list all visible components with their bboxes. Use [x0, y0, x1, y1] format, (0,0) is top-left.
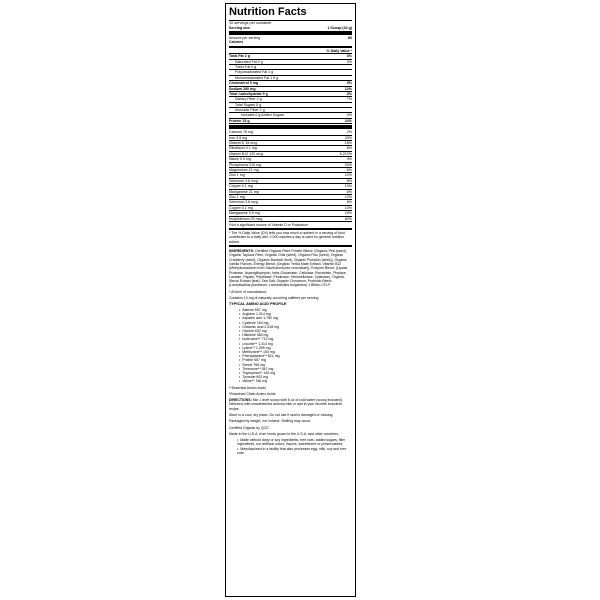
nutrition-label-panel	[225, 3, 356, 597]
vitamin-daily-value: 10%	[344, 173, 352, 178]
vitamin-daily-value: 20%	[344, 135, 352, 140]
amino-acid-item: • Lysine** 1,095 mg	[239, 346, 352, 350]
vitamin-label: Magnesium 21 mg	[229, 167, 259, 172]
not-significant-note: *Not a significant source of Vitamin D or Potassium	[229, 222, 309, 227]
nutrient-label: Sodium 280 mg	[229, 86, 256, 91]
vitamin-daily-value: 2%	[346, 130, 352, 135]
serving-size-row	[229, 26, 352, 30]
vitamin-label: Niacin 0.5 mg	[229, 157, 251, 162]
allergen-bullet-item: • Manufactured in a facility that also processes egg, milk, soy and tree nuts.	[237, 447, 352, 455]
vitamin-daily-value: 10%	[344, 205, 352, 210]
daily-value-header: % Daily Value *	[326, 48, 352, 53]
nutrient-daily-value: 3%	[346, 91, 352, 96]
amino-acid-list	[239, 308, 352, 384]
vitamin-daily-value: 6%	[346, 189, 352, 194]
amino-acid-item: • Histidine 383 mg	[239, 333, 352, 337]
directions	[229, 398, 352, 411]
vitamin-row	[229, 217, 352, 222]
vitamin-daily-value: 6%	[346, 146, 352, 151]
amino-acid-item: • Valine** 766 mg	[239, 379, 352, 383]
vitamin-label: Iron 3.5 mg	[229, 135, 248, 140]
at-time-note: * At time of manufacture.	[229, 289, 268, 294]
vitamin-label: Zinc 1 mg	[229, 194, 245, 199]
nutrient-daily-value: 0%	[346, 81, 352, 86]
nutrient-daily-value: 0%	[346, 113, 352, 118]
nutrient-list	[229, 54, 352, 124]
vitamin-label: Zinc 1 mg	[229, 173, 245, 178]
made-in-note: Made in the U.S.A. from foods grown in the U.S.A. and other countries.	[229, 431, 339, 436]
allergen-bullets	[237, 438, 352, 455]
vitamin-label: Selenium 3.6 mcg	[229, 200, 258, 205]
nutrient-row	[229, 119, 352, 124]
bcaa-note: *Branched Chain Amino Acids	[229, 391, 276, 396]
nutrient-label: Saturated Fat 0 g	[235, 59, 263, 64]
nutrient-daily-value: 0%	[346, 59, 352, 64]
vitamin-label: Phosphorus 210 mg	[229, 162, 262, 167]
amount-per-serving-label: Amount per serving	[229, 35, 261, 40]
vitamin-daily-value: 5,210%	[339, 151, 352, 156]
amino-acid-item: • Leucine** 1,314 mg	[239, 342, 352, 346]
vitamin-label: Vitamin B12 120 mcg	[229, 151, 264, 156]
nutrient-label: Dietary Fiber 2 g	[235, 97, 262, 102]
nutrient-label: Cholesterol 0 mg	[229, 81, 259, 86]
directions-text: Mix 1 level scoop with 6 oz of cold water (scoop included). Delicious with unsweetened almond milk or add to your favorite smoothie recipe.	[229, 398, 343, 411]
nutrient-daily-value: 24%	[344, 118, 352, 123]
vitamin-label: Calcium 78 mg	[229, 130, 253, 135]
nutrient-label: Total Fat 2 g	[229, 54, 250, 59]
nutrient-label: Trans Fat 0 g	[235, 64, 257, 69]
nutrient-daily-value: 12%	[344, 86, 352, 91]
amino-acid-item: • Tyrosine 602 mg	[239, 375, 352, 379]
serving-size-value: 1 Scoop (34 g)	[327, 25, 352, 30]
amino-acid-item: • Phenylalanine** 821 mg	[239, 354, 352, 358]
nutrient-daily-value: 3%	[346, 54, 352, 59]
nutrition-facts-title: Nutrition Facts	[229, 6, 307, 18]
amino-acid-item: • Glutamic acid 2,518 mg	[239, 325, 352, 329]
vitamin-label: Copper 0.1 mg	[229, 184, 253, 189]
amino-acid-item: • Threonine** 547 mg	[239, 367, 352, 371]
amino-acid-item: • Tryptophan** 164 mg	[239, 371, 352, 375]
vitamin-daily-value: 8%	[346, 178, 352, 183]
ingredients-text: Certified Organic Plant Protein Blend: (Organic Pea (seed), Organic Tapioca Fiber, Organic Chia (seed), Organic Flax (seed), Organic Cranberry (seed), Organic Baobab (fruit), Organic Pumpkin (seed)), Organic Vanilla Flavors, Energy Blend: (Organic Yerba Mate Extract, Vitamin B12 (Methylcobalamin from Saccharomyces cerevisiae)), Enzyme Blend: (Lipase, Protease, Aspergillopepsin, beta-Glucanase, Cellulase, Bromelain, Phytase, Lactase, Papain, Peptidase, Pectinase, Hemicellulase, Xylanase), Organic Stevia Extract (leaf), Sea Salt, Organic Cinnamon, Probiotic Blend: (Lactobacillus plantarum, Lactobacillus bulgaricus) 1 Billion CFU*	[229, 249, 349, 288]
amino-acid-item: • Proline 657 mg	[239, 358, 352, 362]
vitamin-daily-value: 8%	[346, 200, 352, 205]
vitamin-daily-value: 20%	[344, 162, 352, 167]
nutrient-label: Insoluble Fiber 1 g	[235, 108, 265, 113]
vitamin-label: Copper 0.1 mg	[229, 205, 253, 210]
amino-acid-item: • Arginine 1,314 mg	[239, 312, 352, 316]
caffeine-note: Contains 10 mg of naturally occurring caffeine per serving.	[229, 296, 320, 301]
amino-acid-item: • Glycine 602 mg	[239, 329, 352, 333]
ingredients-label: INGREDIENTS:	[229, 249, 255, 254]
amino-acid-item: • Serine 766 mg	[239, 363, 352, 367]
vitamin-label: Molybdenum 20 mcg	[229, 216, 263, 221]
allergen-bullet-item: • Made without dairy or soy ingredients, tree nuts, added sugars, filler ingredients, nor artificial colors, flavors, sweeteners or preservatives.	[237, 438, 352, 446]
storage-note: Store in a cool, dry place. Do not use if seal is damaged or missing.	[229, 413, 334, 418]
serving-size-label: Serving size	[229, 25, 250, 30]
amino-acid-item: • Methionine** 153 mg	[239, 350, 352, 354]
vitamin-daily-value: 10%	[344, 194, 352, 199]
nutrient-label: Monounsaturated Fat 1.5 g	[235, 75, 279, 80]
daily-value-footnote: * The % Daily Value (DV) tells you how much a nutrient in a serving of food contributes to a daily diet. 2,000 calories a day is used for general nutrition advice.	[229, 231, 345, 244]
servings-per-container: 10 servings per container	[229, 21, 272, 25]
ingredients	[229, 249, 352, 288]
vitamin-daily-value: 20%	[344, 211, 352, 216]
vitamin-label: Manganese 0.5 mg	[229, 211, 260, 216]
certified-note: Certified Organic by QCS	[229, 425, 269, 430]
nutrient-label: Polyunsaturated Fat 1 g	[235, 70, 274, 75]
vitamin-daily-value: 10%	[344, 184, 352, 189]
vitamin-list	[229, 130, 352, 222]
vitamin-label: Selenium 3.6 mcg	[229, 178, 258, 183]
nutrient-daily-value: 7%	[346, 97, 352, 102]
amino-acid-item: • Aspartic acid 1,750 mg	[239, 316, 352, 320]
calories-value: 80	[348, 35, 352, 40]
amino-acid-item: • Alanine 657 mg	[239, 308, 352, 312]
amino-acid-item: • Isoleucine** 712 mg	[239, 337, 352, 341]
calories-label: Calories	[229, 40, 244, 45]
directions-label: DIRECTIONS:	[229, 398, 252, 403]
vitamin-daily-value: 15%	[344, 141, 352, 146]
nutrient-label: Total Carbohydrate 9 g	[229, 91, 268, 96]
amino-acid-item: • Cysteine 164 mg	[239, 321, 352, 325]
calories-row	[229, 40, 352, 44]
vitamin-daily-value: 6%	[346, 167, 352, 172]
essential-note: **Essential Amino Acids	[229, 385, 266, 390]
vitamin-label: Vitamin K 15 mcg	[229, 141, 258, 146]
amino-title: TYPICAL AMINO ACID PROFILE	[229, 302, 287, 307]
vitamin-label: Manganese 21 mg	[229, 189, 259, 194]
packaged-note: Packaged by weight, not volume. Settling may occur.	[229, 419, 311, 424]
nutrient-label: Total Sugars 0 g	[235, 102, 261, 107]
vitamin-daily-value: 4%	[346, 157, 352, 162]
vitamin-label: Riboflavin 0.1 mg	[229, 146, 257, 151]
vitamin-daily-value: 60%	[344, 216, 352, 221]
nutrient-label: Includes 0 g Added Sugars	[241, 113, 284, 118]
nutrient-label: Protein 15 g	[229, 118, 250, 123]
